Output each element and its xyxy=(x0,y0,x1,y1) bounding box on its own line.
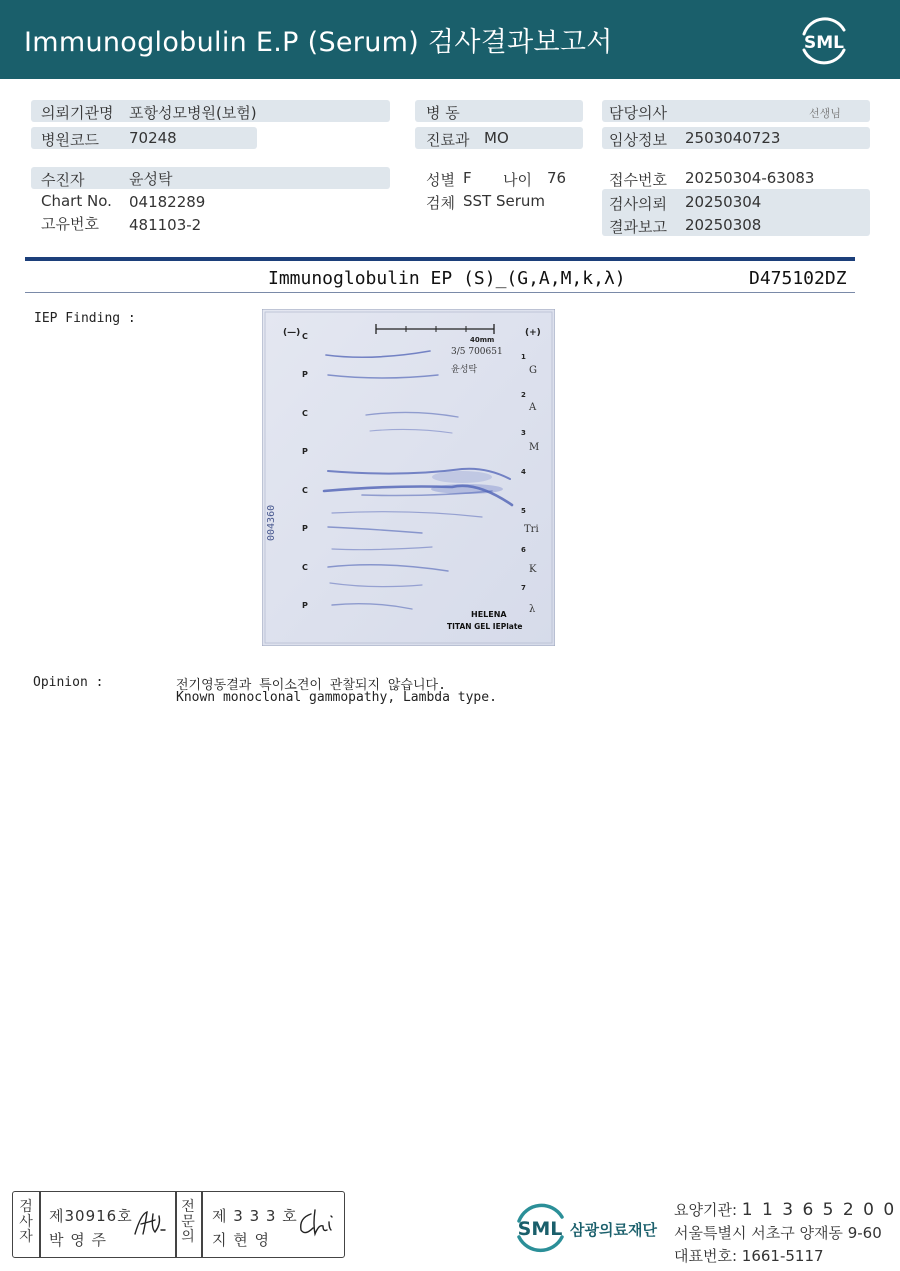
address: 서울특별시 서초구 양재동 9-60 xyxy=(674,1224,882,1242)
report-header xyxy=(0,0,900,79)
age-label: 나이 xyxy=(503,171,532,189)
specialist-license: 제 3 3 3 호 xyxy=(212,1207,298,1225)
finding-label: IEP Finding : xyxy=(34,311,136,326)
specimen-label: 검체 xyxy=(426,194,455,212)
agency-number: 1 1 3 6 5 2 0 0 xyxy=(741,1200,897,1220)
dept-label: 진료과 xyxy=(426,131,470,149)
phone-number: 1661-5117 xyxy=(741,1247,824,1265)
doctor-label: 담당의사 xyxy=(609,104,667,122)
hospital-label: 의뢰기관명 xyxy=(41,104,114,122)
divider-thin xyxy=(25,292,855,293)
tester-label: 검 사 자 xyxy=(19,1199,33,1245)
gel-brand: HELENA xyxy=(471,610,507,619)
patient-value: 윤성탁 xyxy=(129,170,173,188)
opinion-label: Opinion : xyxy=(33,675,104,690)
code-value: 70248 xyxy=(129,129,177,147)
opinion-line-2: Known monoclonal gammopathy, Lambda type. xyxy=(176,690,497,705)
antiserum-label: K xyxy=(529,564,537,575)
antiserum-label: Tri xyxy=(524,524,539,535)
report-title: Immunoglobulin E.P (Serum) 검사결과보고서 xyxy=(24,27,613,58)
plate-serial: 004360 xyxy=(266,504,277,541)
request-value: 20250304 xyxy=(685,193,762,211)
patient-row xyxy=(31,167,390,189)
lane-letter: C xyxy=(302,563,308,572)
trough-number: 4 xyxy=(521,468,526,476)
clinical-value: 2503040723 xyxy=(685,129,781,147)
iep-gel-image xyxy=(262,309,555,646)
handwritten-name: 윤성탁 xyxy=(451,365,478,375)
chart-value: 04182289 xyxy=(129,193,206,211)
lane-letter: C xyxy=(302,332,308,341)
antiserum-label: λ xyxy=(529,604,536,615)
sml-logo-text: SML xyxy=(804,33,844,53)
report-value: 20250308 xyxy=(685,216,762,234)
receipt-value: 20250304-63083 xyxy=(685,169,815,187)
signature-box xyxy=(12,1191,345,1258)
lot-number: 3/5 700651 xyxy=(451,347,503,357)
test-title: Immunoglobulin EP (S)_(G,A,M,k,λ) xyxy=(268,268,626,289)
lane-letter: C xyxy=(302,409,308,418)
report-label: 결과보고 xyxy=(609,218,667,236)
patient-label: 수진자 xyxy=(41,171,85,189)
age-value: 76 xyxy=(547,169,567,187)
lane-letter: P xyxy=(302,447,308,456)
request-label: 검사의뢰 xyxy=(609,195,667,213)
gel-product: TITAN GEL IEPlate xyxy=(447,622,523,631)
sml-logo xyxy=(796,14,852,66)
lane-letter: P xyxy=(302,524,308,533)
chart-label: Chart No. xyxy=(41,192,112,210)
trough-number: 6 xyxy=(521,546,526,554)
hospital-value: 포항성모병원(보험) xyxy=(129,104,257,122)
foundation-logo xyxy=(510,1199,570,1255)
sex-label: 성별 xyxy=(426,171,455,189)
lane-letter: P xyxy=(302,370,308,379)
trough-number: 2 xyxy=(521,391,526,399)
lane-letter: C xyxy=(302,486,308,495)
antiserum-label: A xyxy=(529,402,537,413)
specialist-label: 전 문 의 xyxy=(181,1199,195,1245)
agency-label: 요양기관: xyxy=(674,1201,742,1219)
specialist-name: 지 현 영 xyxy=(212,1231,271,1249)
positive-pole: (+) xyxy=(525,328,541,338)
phone-line xyxy=(674,1245,824,1266)
dept-value: MO xyxy=(484,129,509,147)
sex-value: F xyxy=(463,169,472,187)
trough-number: 1 xyxy=(521,353,526,361)
antiserum-label: M xyxy=(529,442,540,453)
trough-number: 3 xyxy=(521,429,526,437)
tester-name: 박 영 주 xyxy=(49,1231,108,1249)
code-label: 병원코드 xyxy=(41,131,99,149)
phone-label: 대표번호: xyxy=(674,1247,742,1265)
uid-value: 481103-2 xyxy=(129,216,202,234)
uid-label: 고유번호 xyxy=(41,215,99,233)
ward-label: 병 동 xyxy=(426,104,460,122)
specialist-signature xyxy=(295,1206,337,1240)
receipt-label: 접수번호 xyxy=(609,171,667,189)
specimen-value: SST Serum xyxy=(463,192,546,210)
tester-signature xyxy=(131,1206,169,1240)
agency-line xyxy=(674,1199,896,1220)
negative-pole: (—) xyxy=(283,328,301,338)
scale-label: 40mm xyxy=(470,336,495,344)
opinion-line-1: 전기영동결과 특이소견이 관찰되지 않습니다. xyxy=(176,678,446,693)
lane-letter: P xyxy=(302,601,308,610)
foundation-logo-text: SML xyxy=(517,1218,563,1240)
divider-thick xyxy=(25,257,855,261)
tester-license: 제30916호 xyxy=(49,1207,133,1225)
test-code: D475102DZ xyxy=(749,268,847,289)
clinical-label: 임상정보 xyxy=(609,131,667,149)
foundation-name: 삼광의료재단 xyxy=(570,1221,657,1239)
trough-number: 7 xyxy=(521,584,526,592)
antiserum-label: G xyxy=(529,365,537,376)
doctor-suffix: 선생님 xyxy=(809,107,841,120)
trough-number: 5 xyxy=(521,507,526,515)
